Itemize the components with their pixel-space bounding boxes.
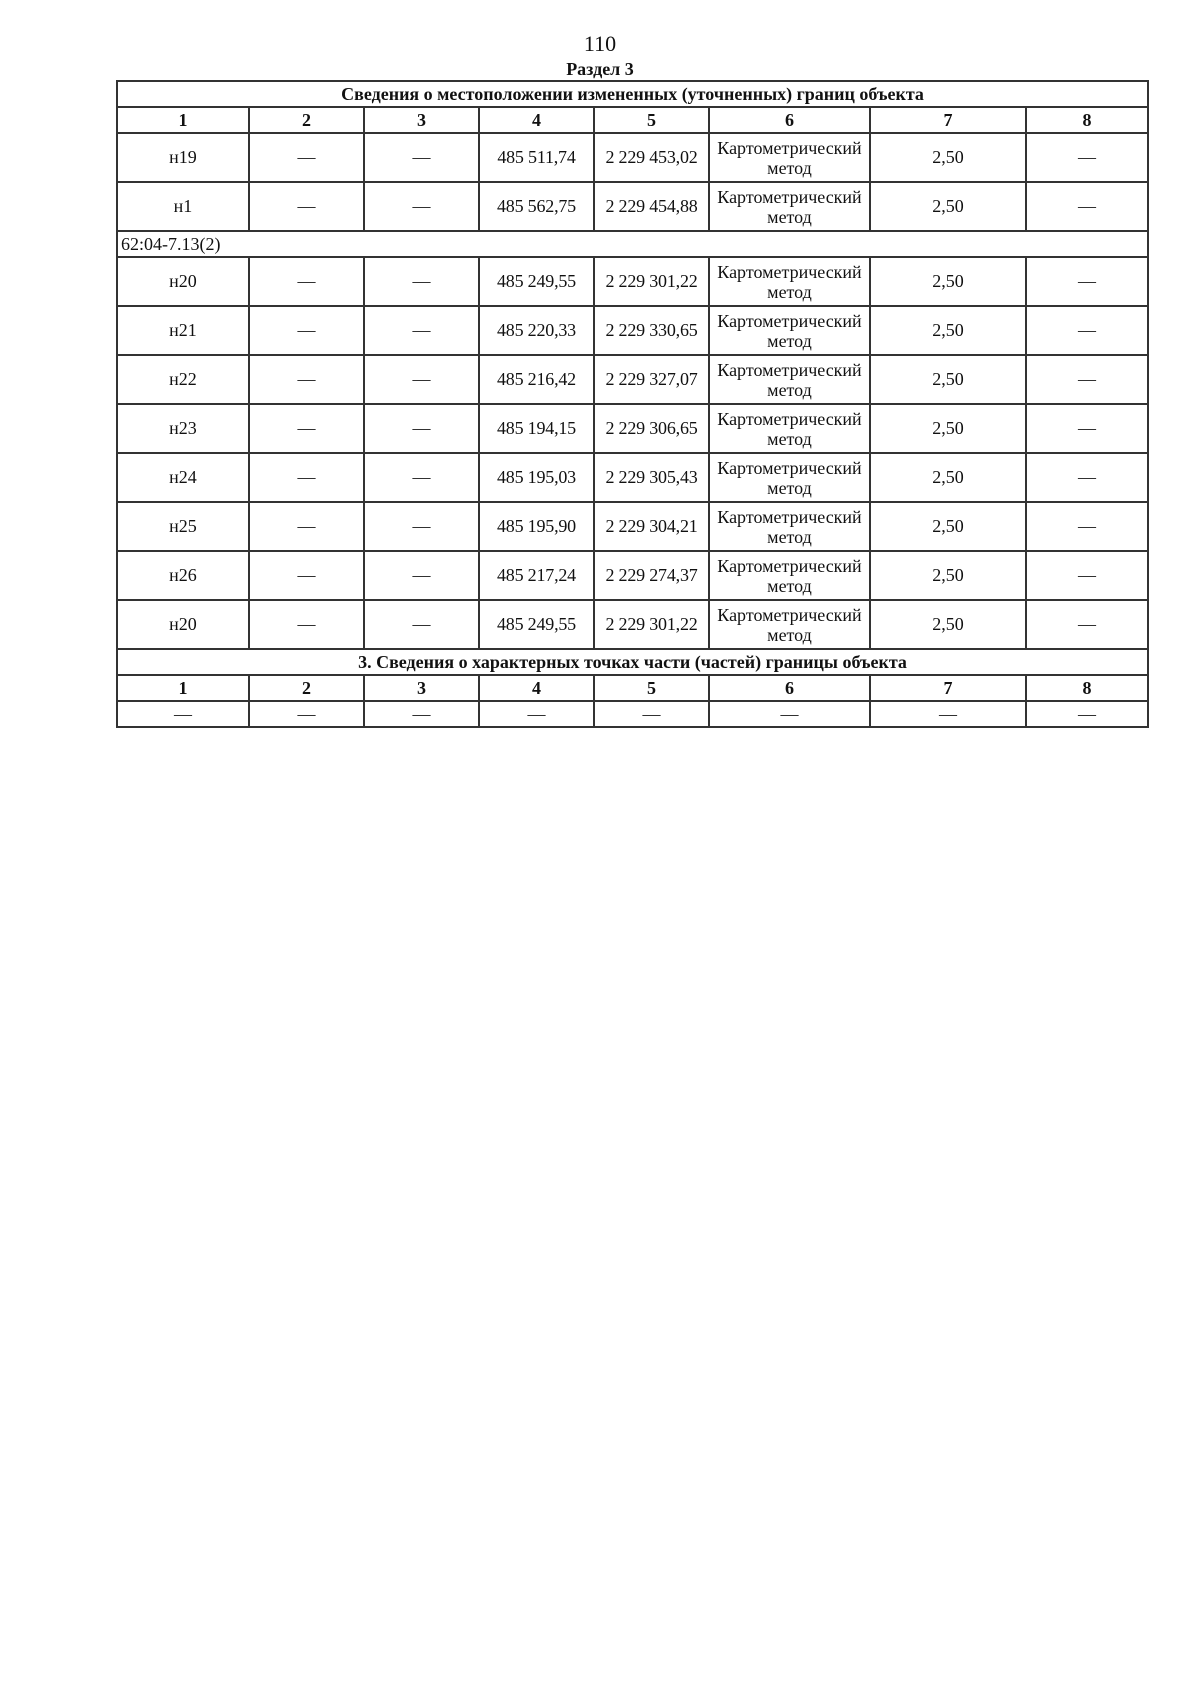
method-cell: Картометрический метод xyxy=(709,551,870,600)
table-title-row xyxy=(117,81,1148,107)
accuracy-cell: 2,50 xyxy=(870,404,1026,453)
empty-cell: — xyxy=(1026,701,1148,727)
point-name: н20 xyxy=(117,600,249,649)
table-row xyxy=(117,306,1148,355)
coord-y: 2 229 274,37 xyxy=(594,551,709,600)
empty-cell: — xyxy=(364,600,479,649)
table-row xyxy=(117,133,1148,182)
section-3-title-row xyxy=(117,649,1148,675)
point-name: н21 xyxy=(117,306,249,355)
method-cell: Картометрический метод xyxy=(709,404,870,453)
empty-cell: — xyxy=(249,453,364,502)
empty-cell: — xyxy=(1026,404,1148,453)
empty-cell: — xyxy=(364,453,479,502)
accuracy-cell: 2,50 xyxy=(870,355,1026,404)
table-row xyxy=(117,355,1148,404)
accuracy-cell: 2,50 xyxy=(870,306,1026,355)
point-name: н24 xyxy=(117,453,249,502)
empty-cell: — xyxy=(364,502,479,551)
method-cell: Картометрический метод xyxy=(709,257,870,306)
table-row xyxy=(117,453,1148,502)
accuracy-cell: 2,50 xyxy=(870,600,1026,649)
empty-cell: — xyxy=(870,701,1026,727)
table-row xyxy=(117,701,1148,727)
empty-cell: — xyxy=(249,257,364,306)
empty-cell: — xyxy=(364,404,479,453)
empty-cell: — xyxy=(364,355,479,404)
empty-cell: — xyxy=(364,551,479,600)
table-row xyxy=(117,551,1148,600)
empty-cell: — xyxy=(594,701,709,727)
column-header: 5 xyxy=(594,107,709,133)
column-header: 5 xyxy=(594,675,709,701)
coord-y: 2 229 453,02 xyxy=(594,133,709,182)
empty-cell: — xyxy=(117,701,249,727)
method-cell: Картометрический метод xyxy=(709,306,870,355)
coord-y: 2 229 301,22 xyxy=(594,257,709,306)
coord-x: 485 511,74 xyxy=(479,133,594,182)
coord-x: 485 195,90 xyxy=(479,502,594,551)
empty-cell: — xyxy=(249,306,364,355)
accuracy-cell: 2,50 xyxy=(870,502,1026,551)
column-header: 7 xyxy=(870,107,1026,133)
coord-x: 485 562,75 xyxy=(479,182,594,231)
column-header: 7 xyxy=(870,675,1026,701)
empty-cell: — xyxy=(249,551,364,600)
coord-y: 2 229 454,88 xyxy=(594,182,709,231)
empty-cell: — xyxy=(249,600,364,649)
column-header: 4 xyxy=(479,675,594,701)
coord-x: 485 194,15 xyxy=(479,404,594,453)
column-header: 2 xyxy=(249,107,364,133)
method-cell: Картометрический метод xyxy=(709,355,870,404)
coord-x: 485 220,33 xyxy=(479,306,594,355)
point-name: н19 xyxy=(117,133,249,182)
coord-x: 485 216,42 xyxy=(479,355,594,404)
point-name: н20 xyxy=(117,257,249,306)
method-cell: Картометрический метод xyxy=(709,502,870,551)
column-header: 6 xyxy=(709,675,870,701)
table-row xyxy=(117,502,1148,551)
coord-y: 2 229 306,65 xyxy=(594,404,709,453)
column-header: 2 xyxy=(249,675,364,701)
section-label: Раздел 3 xyxy=(566,59,634,79)
column-header: 1 xyxy=(117,107,249,133)
empty-cell: — xyxy=(1026,355,1148,404)
column-header: 6 xyxy=(709,107,870,133)
table-row xyxy=(117,182,1148,231)
empty-cell: — xyxy=(1026,133,1148,182)
coord-y: 2 229 327,07 xyxy=(594,355,709,404)
coord-y: 2 229 301,22 xyxy=(594,600,709,649)
empty-cell: — xyxy=(249,502,364,551)
table-row xyxy=(117,257,1148,306)
empty-cell: — xyxy=(1026,257,1148,306)
empty-cell: — xyxy=(1026,600,1148,649)
empty-cell: — xyxy=(249,133,364,182)
column-header: 3 xyxy=(364,675,479,701)
empty-cell: — xyxy=(249,182,364,231)
empty-cell: — xyxy=(1026,551,1148,600)
point-name: н25 xyxy=(117,502,249,551)
point-name: н1 xyxy=(117,182,249,231)
method-cell: Картометрический метод xyxy=(709,600,870,649)
empty-cell: — xyxy=(249,355,364,404)
boundary-table xyxy=(116,80,1149,728)
empty-cell: — xyxy=(1026,306,1148,355)
accuracy-cell: 2,50 xyxy=(870,182,1026,231)
table-row xyxy=(117,600,1148,649)
section-3-title: 3. Сведения о характерных точках части (частей) границы объекта xyxy=(117,649,1148,675)
column-header: 8 xyxy=(1026,675,1148,701)
method-cell: Картометрический метод xyxy=(709,453,870,502)
coord-x: 485 249,55 xyxy=(479,600,594,649)
coord-y: 2 229 330,65 xyxy=(594,306,709,355)
column-header: 3 xyxy=(364,107,479,133)
empty-cell: — xyxy=(1026,182,1148,231)
page-number: 110 xyxy=(583,31,617,56)
accuracy-cell: 2,50 xyxy=(870,133,1026,182)
table-row xyxy=(117,404,1148,453)
column-header: 4 xyxy=(479,107,594,133)
empty-cell: — xyxy=(1026,502,1148,551)
coord-y: 2 229 304,21 xyxy=(594,502,709,551)
point-name: н23 xyxy=(117,404,249,453)
empty-cell: — xyxy=(249,701,364,727)
coord-x: 485 217,24 xyxy=(479,551,594,600)
method-cell: Картометрический метод xyxy=(709,182,870,231)
column-header: 1 xyxy=(117,675,249,701)
empty-cell: — xyxy=(709,701,870,727)
empty-cell: — xyxy=(364,701,479,727)
contour-subheading-row xyxy=(117,231,1148,257)
coord-y: 2 229 305,43 xyxy=(594,453,709,502)
method-cell: Картометрический метод xyxy=(709,133,870,182)
accuracy-cell: 2,50 xyxy=(870,551,1026,600)
coord-x: 485 195,03 xyxy=(479,453,594,502)
point-name: н22 xyxy=(117,355,249,404)
empty-cell: — xyxy=(364,133,479,182)
empty-cell: — xyxy=(364,257,479,306)
empty-cell: — xyxy=(364,182,479,231)
accuracy-cell: 2,50 xyxy=(870,257,1026,306)
column-header-row xyxy=(117,107,1148,133)
column-header: 8 xyxy=(1026,107,1148,133)
table-title: Сведения о местоположении измененных (уточненных) границ объекта xyxy=(117,81,1148,107)
column-header-row xyxy=(117,675,1148,701)
empty-cell: — xyxy=(364,306,479,355)
empty-cell: — xyxy=(249,404,364,453)
contour-subheading: 62:04-7.13(2) xyxy=(117,231,1148,257)
coord-x: 485 249,55 xyxy=(479,257,594,306)
empty-cell: — xyxy=(479,701,594,727)
point-name: н26 xyxy=(117,551,249,600)
accuracy-cell: 2,50 xyxy=(870,453,1026,502)
empty-cell: — xyxy=(1026,453,1148,502)
